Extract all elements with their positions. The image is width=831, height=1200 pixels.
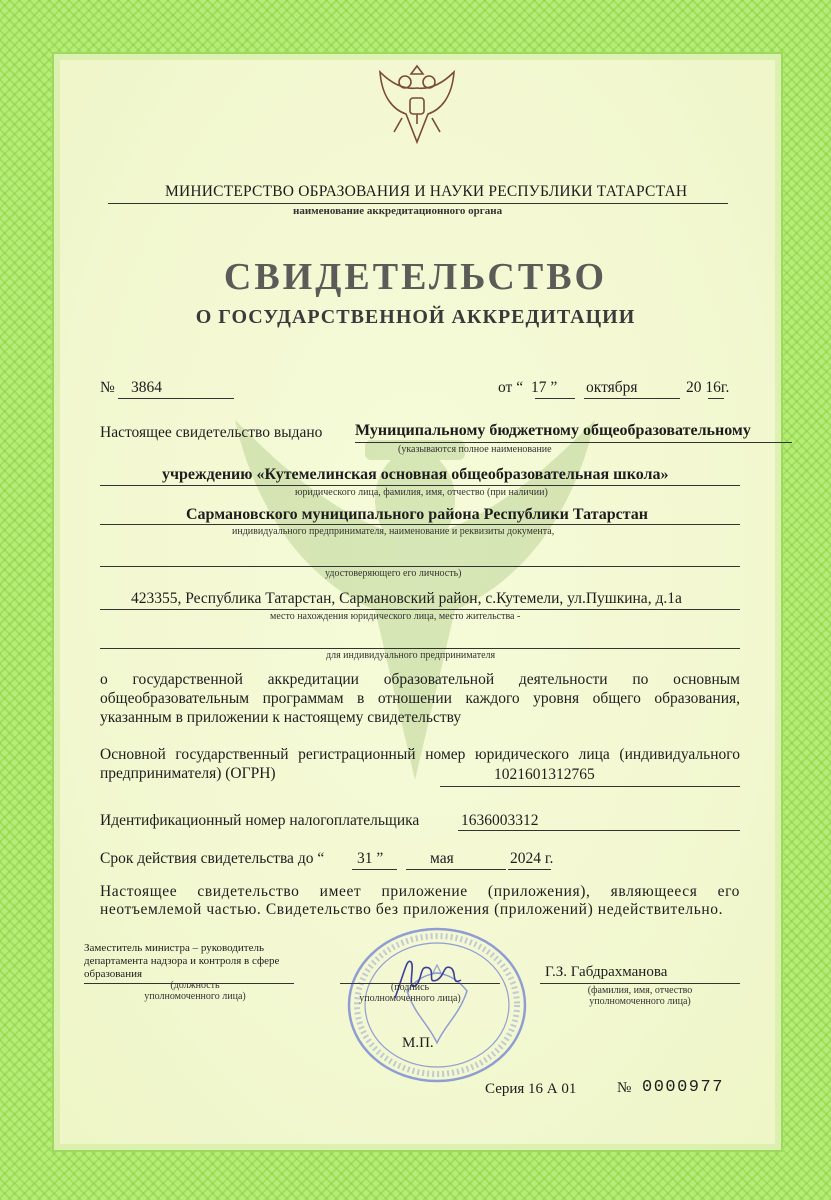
document-subtitle: О ГОСУДАРСТВЕННОЙ АККРЕДИТАЦИИ: [195, 306, 636, 328]
ogrn-text: Основной государственный регистрационный номер юридического лица (индивидуального предпринимателя) (ОГРН): [100, 746, 740, 782]
form-number: 0000977: [642, 1078, 724, 1097]
caption-for-entrepreneur: для индивидуального предпринимателя: [326, 650, 496, 661]
caption-full-name: (указываются полное наименование: [398, 444, 552, 455]
inn-number: 1636003312: [461, 812, 539, 829]
caption-legal-entity: юридического лица, фамилия, имя, отчество (при наличии): [295, 487, 548, 498]
number-label: №: [100, 379, 115, 396]
issuing-authority: МИНИСТЕРСТВО ОБРАЗОВАНИЯ И НАУКИ РЕСПУБЛИКИ ТАТАРСТАН: [165, 183, 688, 200]
appendix-text: Настоящее свидетельство имеет приложение (приложения), являющееся его неотъемлемой частью. Свидетельство без приложения (приложений) недействительно.: [100, 883, 740, 918]
official-seal-stamp-icon: [345, 925, 530, 1085]
date-day: 17 ”: [531, 379, 558, 396]
inn-label: Идентификационный номер налогоплательщика: [100, 812, 420, 829]
ogrn-number: 1021601312765: [494, 766, 595, 783]
validity-label: Срок действия свидетельства до “: [100, 850, 325, 867]
coat-of-arms-emblem-icon: [372, 58, 462, 148]
form-number-label: №: [617, 1080, 632, 1096]
date-year: 20 16г.: [686, 379, 730, 396]
accreditation-text: о государственной аккредитации образовательной деятельности по основным общеобразовательным программам в отношении каждого уровня общего образования, указанным в приложении к настоящему свидетельству: [100, 671, 740, 726]
validity-year: 2024 г.: [510, 850, 554, 867]
caption-identity: удостоверяющего его личность): [325, 568, 462, 579]
issued-to-label: Настоящее свидетельство выдано: [100, 424, 323, 441]
caption-location: место нахождения юридического лица, место жительства -: [270, 611, 521, 622]
issued-to-line1: Муниципальному бюджетному общеобразовательному: [355, 422, 751, 439]
form-series: Серия 16 А 01: [485, 1081, 577, 1097]
validity-month: мая: [430, 850, 454, 867]
signer-position: Заместитель министра – руководитель департамента надзора и контроля в сфере образования: [84, 942, 280, 980]
validity-day: 31 ”: [357, 850, 384, 867]
caption-name: (фамилия, имя, отчество уполномоченного лица): [587, 985, 693, 1007]
certificate-number: 3864: [131, 379, 162, 396]
issued-to-line3: Сармановского муниципального района Республики Татарстан: [186, 506, 649, 523]
date-from-label: от “: [498, 379, 524, 396]
date-month: октября: [586, 379, 638, 396]
caption-signature: (подпись уполномоченного лица): [359, 982, 461, 1004]
issued-to-line2: учреждению «Кутемелинская основная общеобразовательная школа»: [162, 466, 669, 483]
address: 423355, Республика Татарстан, Сармановский район, с.Кутемели, ул.Пушкина, д.1а: [131, 590, 682, 607]
signer-name: Г.З. Габдрахманова: [545, 964, 668, 980]
caption-position: (должность уполномоченного лица): [144, 980, 246, 1002]
caption-entrepreneur: индивидуального предпринимателя, наименование и реквизиты документа,: [232, 526, 555, 537]
issuing-authority-caption: наименование аккредитационного органа: [293, 205, 503, 217]
document-title: СВИДЕТЕЛЬСТВО: [223, 256, 608, 298]
seal-place-label: М.П.: [402, 1035, 434, 1051]
